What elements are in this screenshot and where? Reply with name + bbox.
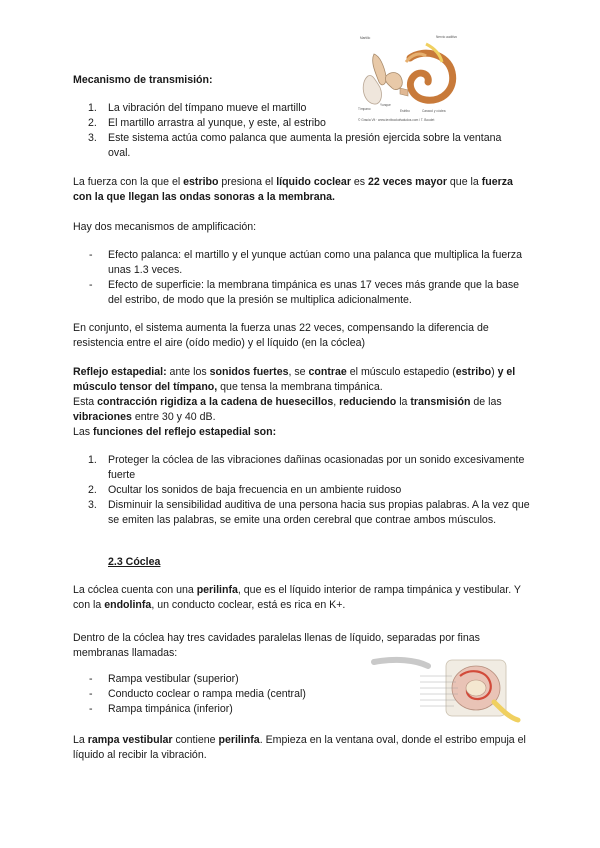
paragraph-mecanismos: Hay dos mecanismos de amplificación: <box>73 221 257 233</box>
paragraph-conjunto: En conjunto, el sistema aumenta la fuerza unas 22 veces, compensando la diferencia de resistencia entre el aire (oído medio) y el líquido (en la cóclea) <box>73 322 489 349</box>
fig1-label-0: Martillo <box>360 36 371 40</box>
fig1-label-3: Yunque <box>380 103 391 107</box>
transmission-steps-list <box>73 101 523 161</box>
section-heading-coclea: 2.3 Cóclea <box>108 556 161 568</box>
paragraph-coclea: La cóclea cuenta con una perilinfa, que es el líquido interior de rampa timpánica y vestibular. Y con la endolinfa, un conducto coclear, está es rica en K+. <box>73 584 521 611</box>
list-item: - Efecto palanca: el martillo y el yunque actúan como una palanca que multiplica la fuerza unas 1.3 veces. <box>89 249 522 276</box>
fig1-caption: © Gracia Vlt · www.textbookofsaludos.com / T. Boudet <box>358 118 435 122</box>
amplification-list <box>73 248 533 308</box>
paragraph-fuerza: La fuerza con la que el estribo presiona el líquido coclear es 22 veces mayor que la fuerza con la que llegan las ondas sonoras a la membrana. <box>73 176 513 203</box>
fig1-label-5: Caracol y cóclea <box>422 109 446 113</box>
fig1-label-2: Tímpano <box>358 107 371 111</box>
reflex-functions-list <box>73 453 533 528</box>
list-item: 3. Disminuir la sensibilidad auditiva de una persona hacia sus propias palabras. A la vez que se emiten las palabras, se emite una orden cerebral que contrae ambos músculos. <box>88 499 530 526</box>
paragraph-reflejo: Reflejo estapedial: ante los sonidos fuertes, se contrae el músculo estapedio (estribo) y el músculo tensor del tímpano, que tensa la membrana timpánica. Esta contracción rigidiza a la cadena de huesecillos, reduciendo la transmisión de las vibraciones entre 30 y 40 dB. Las funciones del reflejo estapedial son: <box>73 366 516 438</box>
list-item: - Rampa timpánica (inferior) <box>89 703 233 715</box>
cavities-list <box>73 672 533 717</box>
fig1-label-1: Nervio auditivo <box>436 35 458 39</box>
list-item: - Efecto de superficie: la membrana timpánica es unas 17 veces más grande que la base del estribo, de modo que la presión se multiplica adicionalmente. <box>89 279 520 306</box>
paragraph-rampa-vestibular: La rampa vestibular contiene perilinfa. Empieza en la ventana oval, donde el estribo empuja el líquido al recibir la vibración. <box>73 734 526 761</box>
list-item: 2. Ocultar los sonidos de baja frecuencia en un ambiente ruidoso <box>88 484 402 496</box>
list-item: 1. Proteger la cóclea de las vibraciones dañinas ocasionadas por un sonido excesivamente fuerte <box>88 454 525 481</box>
section-title-mecanismo: Mecanismo de transmisión: <box>73 74 213 86</box>
list-item: 2. El martillo arrastra al yunque, y este, al estribo <box>88 117 326 129</box>
list-item: 1. La vibración del tímpano mueve el martillo <box>88 102 307 114</box>
list-item: - Rampa vestibular (superior) <box>89 673 239 685</box>
paragraph-cavidades: Dentro de la cóclea hay tres cavidades paralelas llenas de líquido, separadas por finas membranas llamadas: <box>73 632 480 659</box>
fig1-label-4: Estribo <box>400 109 410 113</box>
list-item: 3. Este sistema actúa como palanca que aumenta la presión ejercida sobre la ventana oval. <box>88 132 502 159</box>
list-item: - Conducto coclear o rampa media (central) <box>89 688 306 700</box>
